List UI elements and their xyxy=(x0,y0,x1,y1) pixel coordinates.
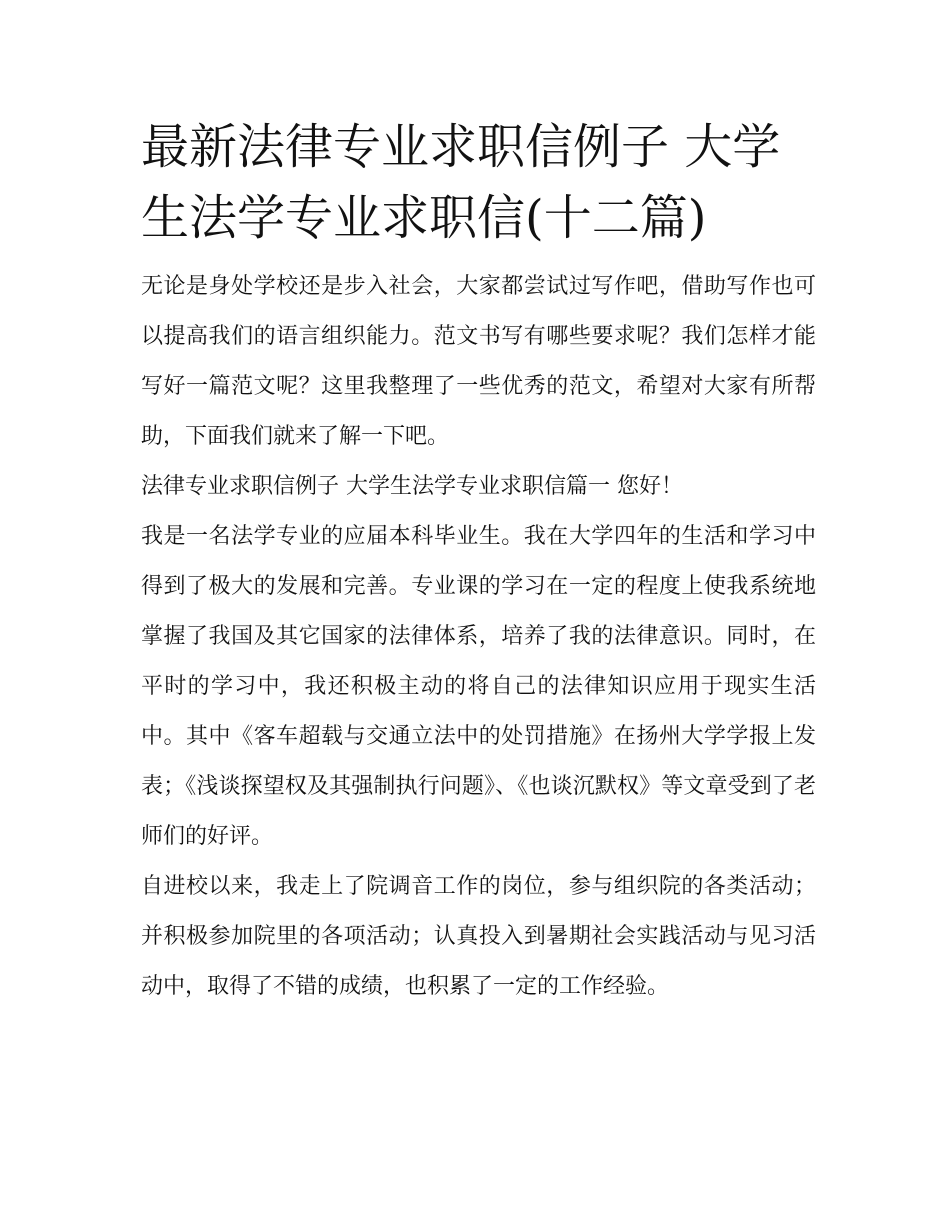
document-body xyxy=(141,112,816,1012)
section-heading-paragraph: 法律专业求职信例子 大学生法学专业求职信篇一 您好！ xyxy=(141,474,683,499)
body-paragraph-activities: 自进校以来，我走上了院调音工作的岗位，参与组织院的各类活动；并积极参加院里的各项活动；认真投入到暑期社会实践活动与见习活动中，取得了不错的成绩，也积累了一定的工作经验。 xyxy=(141,874,816,999)
intro-paragraph: 无论是身处学校还是步入社会，大家都尝试过写作吧，借助写作也可以提高我们的语言组织能力。范文书写有哪些要求呢？我们怎样才能写好一篇范文呢？这里我整理了一些优秀的范文，希望对大家有所帮助，下面我们就来了解一下吧。 xyxy=(141,274,816,449)
document-title: 最新法律专业求职信例子 大学生法学专业求职信(十二篇) xyxy=(141,119,781,246)
title-spacer xyxy=(141,254,816,262)
body-paragraph-education: 我是一名法学专业的应届本科毕业生。我在大学四年的生活和学习中得到了极大的发展和完善。专业课的学习在一定的程度上使我系统地掌握了我国及其它国家的法律体系，培养了我的法律意识。同时，在平时的学习中，我还积极主动的将自己的法律知识应用于现实生活中。其中《客车超载与交通立法中的处罚措施》在扬州大学学报上发表；《浅谈探望权及其强制执行问题》、《也谈沉默权》等文章受到了老师们的好评。 xyxy=(141,524,816,849)
